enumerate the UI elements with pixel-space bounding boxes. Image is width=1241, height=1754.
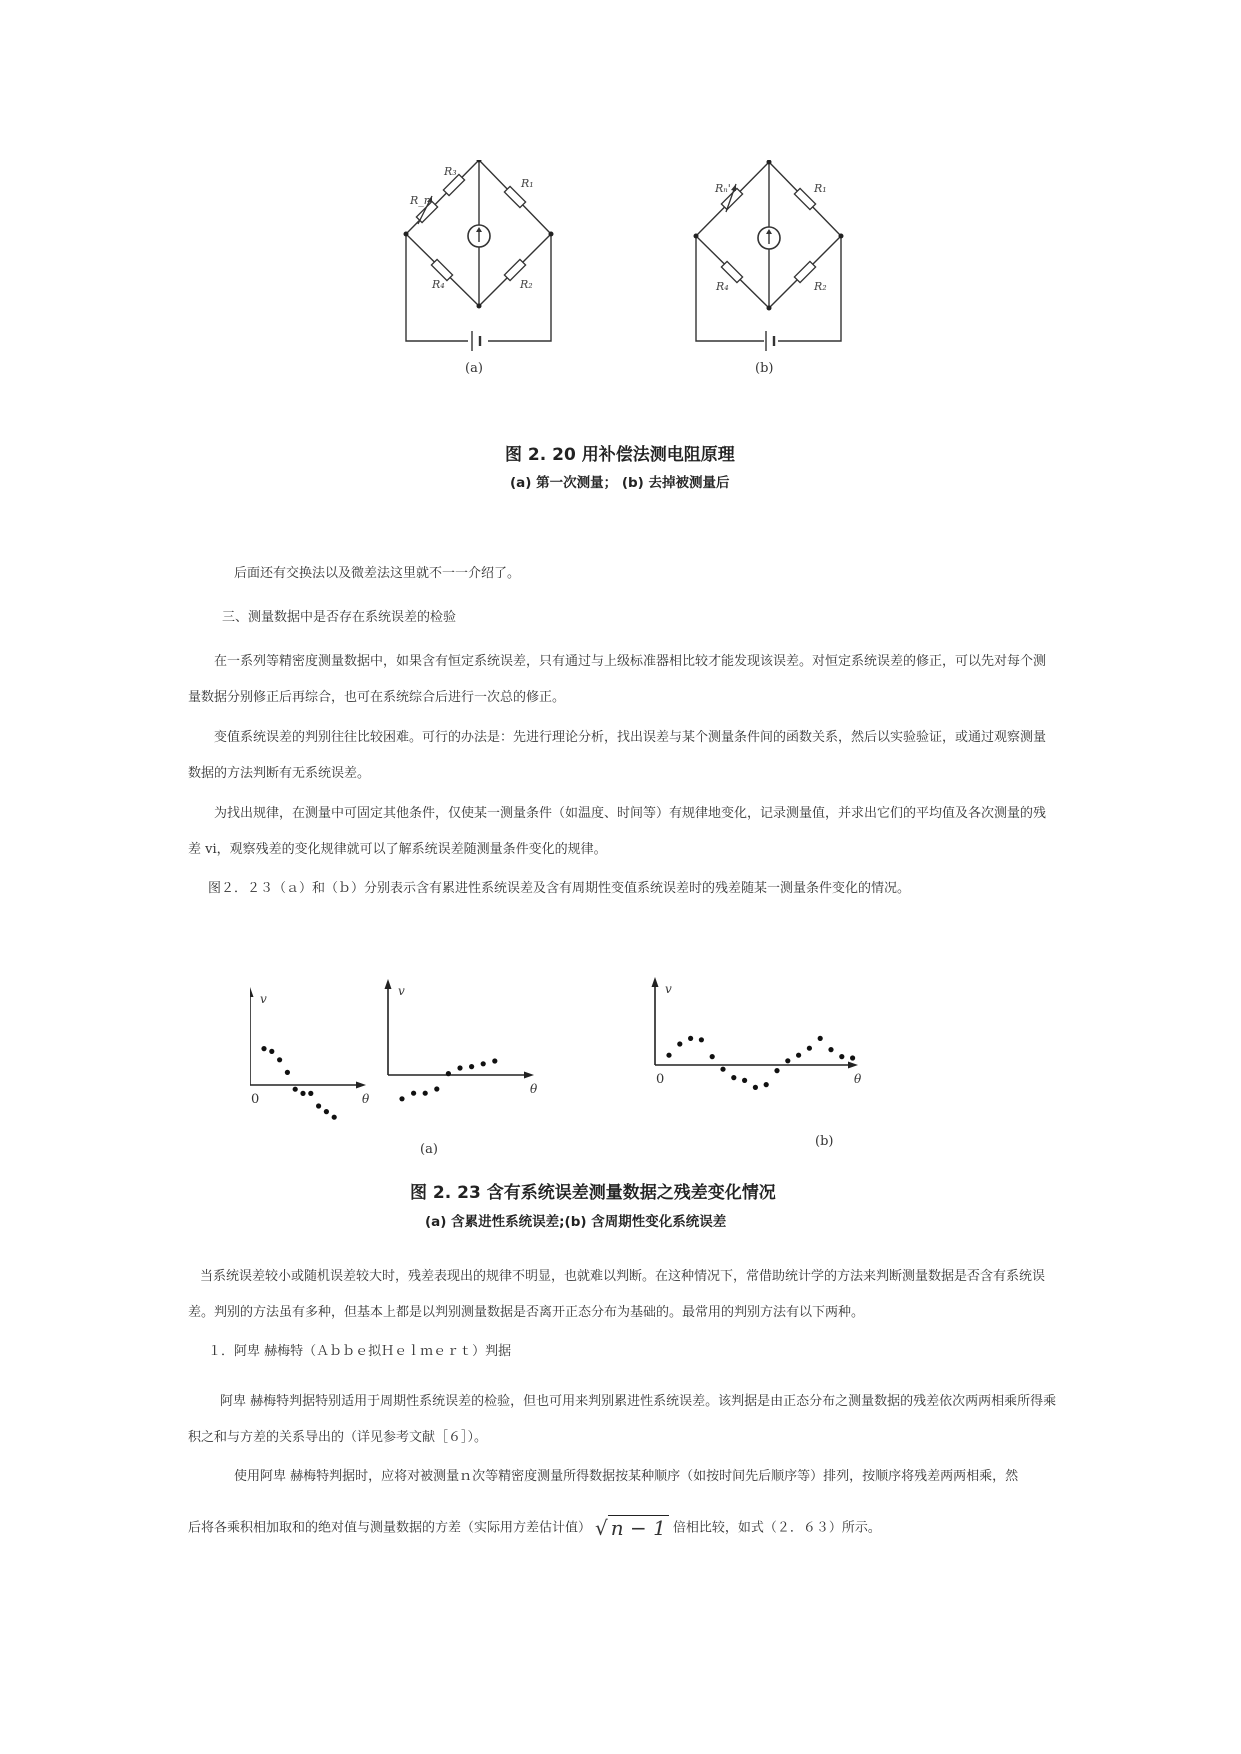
data-point bbox=[850, 1055, 855, 1060]
data-point bbox=[666, 1053, 671, 1058]
residual-plot-3 bbox=[652, 977, 863, 1090]
data-point bbox=[492, 1058, 497, 1063]
data-point bbox=[481, 1061, 486, 1066]
data-point bbox=[469, 1064, 474, 1069]
panel-label-b-2-23: (b) bbox=[815, 1134, 834, 1149]
figure-2-23-subtitle: (a) 含累进性系统误差;(b) 含周期性变化系统误差 bbox=[425, 1214, 727, 1230]
paragraph-4: 变值系统误差的判别往往比较困难。可行的办法是：先进行理论分析，找出误差与某个测量条件间的函数关系，然后以实验验证，或通过观察测量数据的方法判断有无系统误差。 bbox=[188, 730, 1047, 781]
data-point bbox=[839, 1054, 844, 1059]
galvanometer-a bbox=[468, 225, 490, 247]
paragraph-3: 在一系列等精密度测量数据中，如果含有恒定系统误差，只有通过与上级标准器相比较才能发现该误差。对恒定系统误差的修正，可以先对每个测量数据分别修正后再综合，也可在系统综合后进行一次总的修正。 bbox=[188, 654, 1047, 705]
data-point bbox=[457, 1065, 462, 1070]
panel-label-a-2-23: (a) bbox=[420, 1142, 438, 1157]
residual-plot-1 bbox=[250, 987, 370, 1120]
figure-2-20-circuits bbox=[380, 160, 880, 420]
data-point bbox=[332, 1115, 337, 1120]
paragraph-6: 图２．２３（ａ）和（ｂ）分别表示含有累进性系统误差及含有周期性变值系统误差时的残差随某一测量条件变化的情况。 bbox=[208, 881, 911, 896]
paragraph-10b bbox=[188, 1510, 1058, 1547]
label-r2-a: R₂ bbox=[520, 278, 533, 291]
origin-label: 0 bbox=[656, 1072, 665, 1087]
x-axis-label: θ bbox=[854, 1072, 862, 1086]
resistor-r1-b bbox=[794, 188, 815, 209]
figure-2-23-title: 图 2. 23 含有系统误差测量数据之残差变化情况 bbox=[410, 1183, 776, 1203]
data-point bbox=[277, 1057, 282, 1062]
resistor-r2-b bbox=[794, 261, 815, 282]
y-axis-arrow bbox=[385, 979, 392, 989]
label-r4-b: R₄ bbox=[716, 280, 729, 293]
residual-plot-2 bbox=[385, 979, 539, 1101]
paragraph-1: 后面还有交换法以及微差法这里就不一一介绍了。 bbox=[234, 566, 521, 581]
data-point bbox=[423, 1091, 428, 1096]
label-r3-a: R₃ bbox=[444, 165, 457, 178]
sqrt-formula: √ n − 1 bbox=[591, 1510, 673, 1546]
section-heading-abbe: １．阿卑 赫梅特（Ａｂｂｅ拟Ｈｅｌｍｅｒｔ）判据 bbox=[208, 1344, 512, 1359]
data-point bbox=[785, 1058, 790, 1063]
data-point bbox=[434, 1086, 439, 1091]
data-point bbox=[731, 1075, 736, 1080]
data-point bbox=[818, 1036, 823, 1041]
data-point bbox=[399, 1096, 404, 1101]
data-point bbox=[308, 1091, 313, 1096]
data-point bbox=[300, 1091, 305, 1096]
y-axis-arrow bbox=[250, 987, 254, 997]
data-point bbox=[324, 1109, 329, 1114]
paragraph-9: 阿卑 赫梅特判据特别适用于周期性系统误差的检验，但也可用来判别累进性系统误差。该判据是由正态分布之测量数据的残差依次两两相乘所得乘积之和与方差的关系导出的（详见参考文献［６］）。 bbox=[188, 1394, 1057, 1445]
paragraph-7: 当系统误差较小或随机误差较大时，残差表现出的规律不明显，也就难以判断。在这种情况下，常借助统计学的方法来判断测量数据是否含有系统误差。判别的方法虽有多种，但基本上都是以判别测量数据是否离开正态分布为基础的。最常用的判别方法有以下两种。 bbox=[188, 1269, 1046, 1320]
label-r2-b: R₂ bbox=[814, 280, 827, 293]
data-point bbox=[316, 1103, 321, 1108]
paragraph-10a: 使用阿卑 赫梅特判据时，应将对被测量ｎ次等精密度测量所得数据按某种顺序（如按时间先后顺序等）排列，按顺序将残差两两相乘，然 bbox=[234, 1469, 1019, 1484]
data-point bbox=[446, 1071, 451, 1076]
x-axis-label: θ bbox=[362, 1092, 370, 1106]
x-axis-arrow bbox=[524, 1072, 534, 1079]
data-point bbox=[285, 1070, 290, 1075]
sqrt-formula-radicand: n − 1 bbox=[608, 1515, 669, 1540]
y-axis-label: v bbox=[665, 982, 672, 996]
galvanometer-b bbox=[758, 227, 780, 249]
data-point bbox=[796, 1053, 801, 1058]
section-heading-3: 三、测量数据中是否存在系统误差的检验 bbox=[222, 610, 457, 625]
data-point bbox=[753, 1085, 758, 1090]
data-point bbox=[293, 1087, 298, 1092]
data-point bbox=[764, 1082, 769, 1087]
data-point bbox=[720, 1067, 725, 1072]
origin-label: 0 bbox=[251, 1092, 260, 1107]
x-axis-arrow bbox=[848, 1062, 858, 1069]
figure-2-20-subtitle: (a) 第一次测量； (b) 去掉被测量后 bbox=[510, 475, 730, 491]
y-axis-label: v bbox=[260, 992, 267, 1006]
data-point bbox=[688, 1036, 693, 1041]
data-point bbox=[411, 1091, 416, 1096]
data-point bbox=[677, 1041, 682, 1046]
x-axis-arrow bbox=[356, 1082, 366, 1089]
data-point bbox=[261, 1046, 266, 1051]
paragraph-10b-pre: 后将各乘积相加取和的绝对值与测量数据的方差（实际用方差估计值） bbox=[188, 1520, 592, 1536]
paragraph-5: 为找出规律，在测量中可固定其他条件，仅使某一测量条件（如温度、时间等）有规律地变化，记录测量值，并求出它们的平均值及各次测量的残差 vi，观察残差的变化规律就可以了解系统误差随测量条件变化的规律。 bbox=[188, 806, 1047, 857]
label-r1-a: R₁ bbox=[521, 177, 534, 190]
data-point bbox=[828, 1047, 833, 1052]
y-axis-label: v bbox=[398, 984, 405, 998]
panel-label-a: (a) bbox=[465, 361, 483, 376]
data-point bbox=[699, 1037, 704, 1042]
label-rn-a: R_n bbox=[410, 194, 431, 207]
data-point bbox=[269, 1049, 274, 1054]
label-rn-prime-b: Rₙ' bbox=[715, 182, 731, 195]
data-point bbox=[807, 1046, 812, 1051]
data-point bbox=[774, 1068, 779, 1073]
figure-2-20-title: 图 2. 20 用补偿法测电阻原理 bbox=[505, 445, 735, 465]
label-r4-a: R₄ bbox=[432, 278, 445, 291]
y-axis-arrow bbox=[652, 977, 659, 987]
figure-2-23-plots bbox=[250, 975, 970, 1165]
data-point bbox=[742, 1078, 747, 1083]
data-point bbox=[710, 1054, 715, 1059]
label-r1-b: R₁ bbox=[814, 182, 827, 195]
paragraph-10b-post: 倍相比较，如式（２．６３）所示。 bbox=[672, 1520, 881, 1536]
x-axis-label: θ bbox=[530, 1082, 538, 1096]
panel-label-b: (b) bbox=[755, 361, 774, 376]
